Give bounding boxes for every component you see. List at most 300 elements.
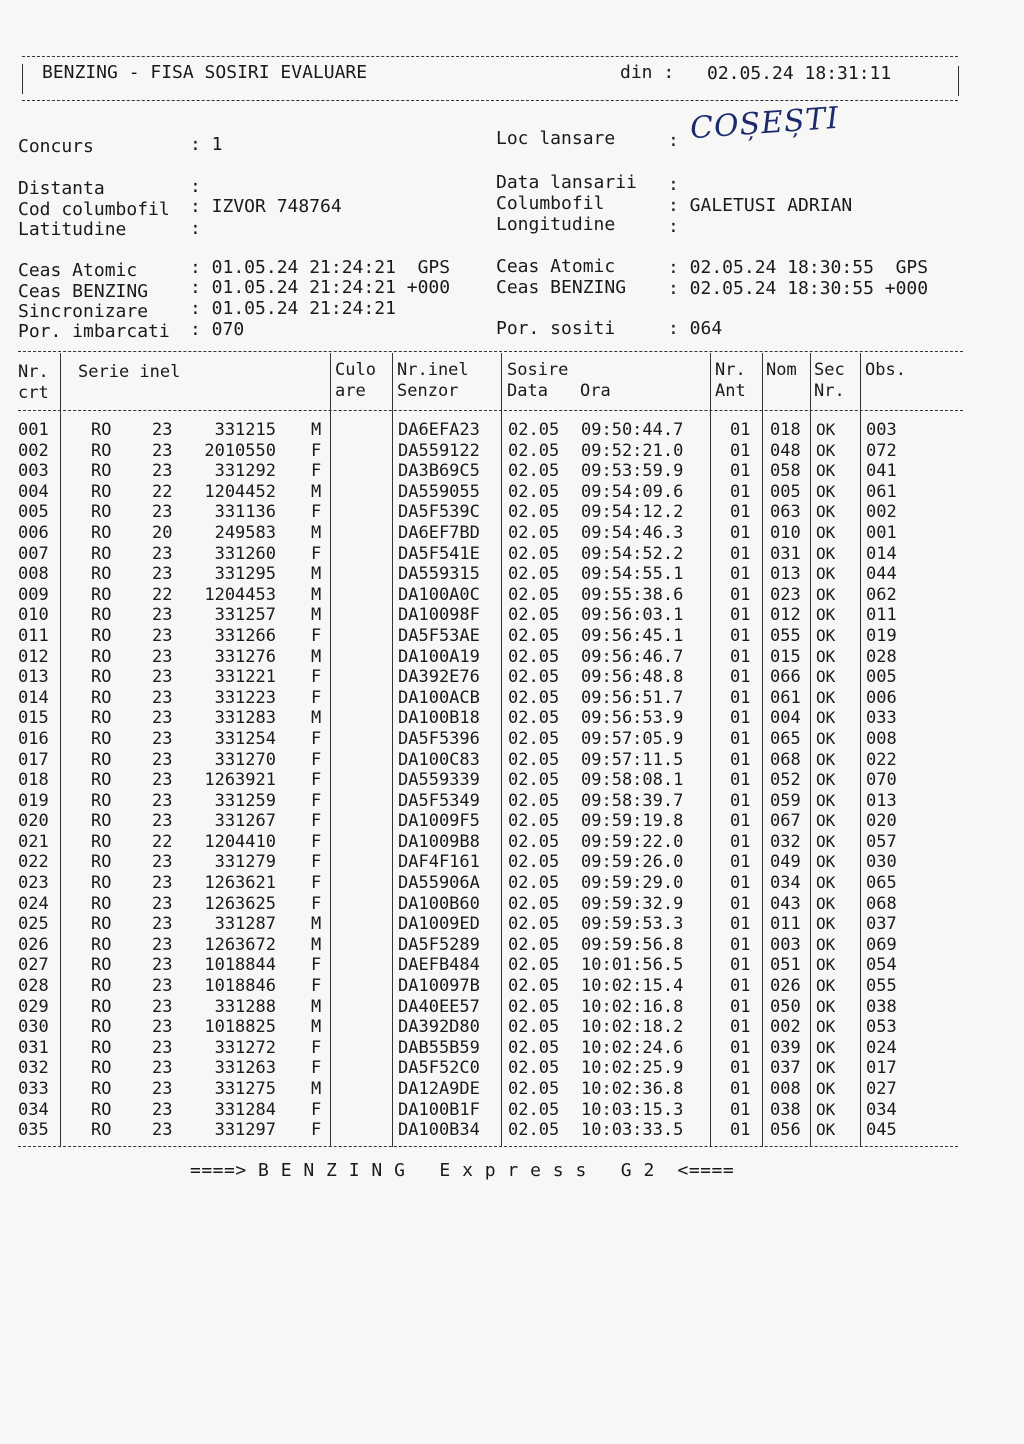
row-nr: 031 bbox=[18, 1037, 49, 1058]
row-year: 23 bbox=[152, 852, 173, 873]
row-nom: 012 bbox=[770, 605, 801, 626]
ceas-benzing-right-label: Ceas BENZING bbox=[496, 277, 627, 298]
row-sex: F bbox=[311, 811, 322, 832]
row-year: 23 bbox=[152, 914, 173, 935]
sincronizare-label: Sincronizare bbox=[18, 301, 149, 322]
row-sec: OK bbox=[816, 1058, 836, 1078]
row-time: 10:03:15.3 bbox=[581, 1099, 684, 1120]
row-date: 02.05 bbox=[508, 605, 560, 626]
row-country: RO bbox=[91, 502, 112, 523]
row-obs: 072 bbox=[866, 440, 897, 461]
row-sex: F bbox=[311, 625, 322, 646]
row-country: RO bbox=[91, 749, 112, 770]
row-obs: 024 bbox=[866, 1037, 897, 1058]
row-time: 10:02:18.2 bbox=[581, 1017, 684, 1038]
table-row bbox=[0, 523, 1024, 544]
row-nr: 027 bbox=[18, 955, 49, 976]
row-year: 23 bbox=[152, 646, 173, 667]
row-ring-number: 331221 bbox=[214, 667, 276, 688]
arrivals-table-body bbox=[0, 420, 1024, 1141]
row-sec: OK bbox=[816, 996, 836, 1016]
row-ring-number: 331276 bbox=[214, 646, 276, 667]
row-country: RO bbox=[91, 770, 112, 791]
latitudine-label: Latitudine bbox=[18, 219, 127, 240]
report-din-label: din : bbox=[620, 62, 675, 83]
row-time: 09:59:29.0 bbox=[581, 873, 684, 894]
row-ring-number: 331260 bbox=[214, 543, 276, 564]
row-time: 09:55:38.6 bbox=[581, 584, 684, 605]
table-row bbox=[0, 791, 1024, 812]
row-country: RO bbox=[91, 646, 112, 667]
row-sec: OK bbox=[816, 543, 836, 563]
th-crt: crt bbox=[18, 383, 49, 403]
row-sex: F bbox=[311, 502, 322, 523]
row-year: 23 bbox=[152, 873, 173, 894]
row-sec: OK bbox=[816, 564, 836, 584]
table-row bbox=[0, 420, 1024, 441]
row-date: 02.05 bbox=[508, 770, 560, 791]
row-country: RO bbox=[91, 1037, 112, 1058]
th-sec-nr: Nr. bbox=[814, 381, 845, 401]
row-ring-number: 1263621 bbox=[204, 873, 276, 894]
row-date: 02.05 bbox=[508, 955, 560, 976]
row-sec: OK bbox=[816, 646, 836, 666]
row-obs: 028 bbox=[866, 646, 897, 667]
row-time: 09:54:55.1 bbox=[581, 564, 684, 585]
row-time: 10:02:16.8 bbox=[581, 996, 684, 1017]
row-sec: OK bbox=[816, 831, 836, 851]
row-year: 23 bbox=[152, 667, 173, 688]
row-time: 09:54:46.3 bbox=[581, 522, 684, 543]
row-country: RO bbox=[91, 440, 112, 461]
row-sex: M bbox=[311, 708, 322, 729]
row-sensor: DA3B69C5 bbox=[398, 461, 480, 482]
row-year: 23 bbox=[152, 687, 173, 708]
ceas-benzing-label: Ceas BENZING bbox=[18, 281, 149, 302]
row-obs: 030 bbox=[866, 852, 897, 873]
row-nom: 010 bbox=[770, 522, 801, 543]
row-nr: 016 bbox=[18, 728, 49, 749]
row-sex: F bbox=[311, 893, 322, 914]
row-nom: 037 bbox=[770, 1058, 801, 1079]
table-row bbox=[0, 894, 1024, 915]
row-date: 02.05 bbox=[508, 1017, 560, 1038]
row-country: RO bbox=[91, 522, 112, 543]
row-sex: F bbox=[311, 440, 322, 461]
row-ring-number: 1204410 bbox=[204, 831, 276, 852]
cod-columbofil-value: : IZVOR 748764 bbox=[190, 196, 342, 217]
row-time: 09:57:11.5 bbox=[581, 749, 684, 770]
longitudine-label: Longitudine bbox=[496, 214, 616, 235]
ceas-atomic-label: Ceas Atomic bbox=[18, 260, 138, 281]
ceas-atomic-right-label: Ceas Atomic bbox=[496, 256, 616, 277]
row-ring-number: 331259 bbox=[214, 790, 276, 811]
columbofil-label: Columbofil bbox=[496, 193, 605, 214]
row-antenna: 01 bbox=[730, 996, 751, 1017]
row-ring-number: 331223 bbox=[214, 687, 276, 708]
row-country: RO bbox=[91, 728, 112, 749]
row-nr: 011 bbox=[18, 625, 49, 646]
row-country: RO bbox=[91, 1017, 112, 1038]
row-ring-number: 331287 bbox=[214, 914, 276, 935]
row-country: RO bbox=[91, 955, 112, 976]
row-year: 23 bbox=[152, 1079, 173, 1099]
row-sex: F bbox=[311, 728, 322, 749]
report-datetime: 02.05.24 18:31:11 bbox=[707, 63, 892, 84]
row-ring-number: 1263625 bbox=[204, 893, 276, 914]
row-sensor: DA100A19 bbox=[398, 646, 480, 667]
row-antenna: 01 bbox=[730, 770, 751, 791]
row-antenna: 01 bbox=[730, 1120, 751, 1141]
row-year: 22 bbox=[152, 831, 173, 852]
row-country: RO bbox=[91, 1058, 112, 1079]
row-country: RO bbox=[91, 1079, 112, 1099]
row-nom: 003 bbox=[770, 934, 801, 955]
row-nom: 061 bbox=[770, 687, 801, 708]
row-date: 02.05 bbox=[508, 831, 560, 852]
th-sosire: Sosire bbox=[507, 360, 569, 380]
row-time: 09:54:52.2 bbox=[581, 543, 684, 564]
row-year: 23 bbox=[152, 461, 173, 482]
row-nr: 009 bbox=[18, 584, 49, 605]
table-row bbox=[0, 647, 1024, 668]
row-ring-number: 331279 bbox=[214, 852, 276, 873]
row-time: 10:02:15.4 bbox=[581, 976, 684, 997]
row-sec: OK bbox=[816, 605, 836, 625]
row-nr: 035 bbox=[18, 1120, 49, 1141]
row-sensor: DA392E76 bbox=[398, 667, 480, 688]
row-nr: 019 bbox=[18, 790, 49, 811]
row-antenna: 01 bbox=[730, 564, 751, 585]
row-nom: 049 bbox=[770, 852, 801, 873]
row-sex: F bbox=[311, 790, 322, 811]
row-date: 02.05 bbox=[508, 1037, 560, 1058]
row-sec: OK bbox=[816, 955, 836, 975]
row-sensor: DA10097B bbox=[398, 976, 480, 997]
row-obs: 045 bbox=[866, 1120, 897, 1141]
row-date: 02.05 bbox=[508, 873, 560, 894]
row-nom: 023 bbox=[770, 584, 801, 605]
row-country: RO bbox=[91, 831, 112, 852]
row-year: 23 bbox=[152, 749, 173, 770]
row-year: 23 bbox=[152, 440, 173, 461]
table-row bbox=[0, 626, 1024, 647]
table-row bbox=[0, 976, 1024, 997]
row-ring-number: 1204452 bbox=[204, 481, 276, 502]
row-country: RO bbox=[91, 481, 112, 502]
row-nom: 032 bbox=[770, 831, 801, 852]
th-sosire-data: Data bbox=[507, 381, 548, 401]
row-antenna: 01 bbox=[730, 893, 751, 914]
row-nr: 022 bbox=[18, 852, 49, 873]
table-header-divider bbox=[18, 410, 963, 411]
row-sex: F bbox=[311, 687, 322, 708]
row-nom: 034 bbox=[770, 873, 801, 894]
row-obs: 008 bbox=[866, 728, 897, 749]
row-sex: M bbox=[311, 522, 322, 543]
row-time: 09:59:26.0 bbox=[581, 852, 684, 873]
row-sec: OK bbox=[816, 728, 836, 748]
row-ring-number: 331270 bbox=[214, 749, 276, 770]
row-nom: 013 bbox=[770, 564, 801, 585]
row-sec: OK bbox=[816, 790, 836, 810]
row-date: 02.05 bbox=[508, 996, 560, 1017]
row-nr: 020 bbox=[18, 811, 49, 832]
table-row bbox=[0, 708, 1024, 729]
th-nr-inel: Nr.inel bbox=[397, 360, 469, 380]
row-antenna: 01 bbox=[730, 461, 751, 482]
row-time: 09:59:56.8 bbox=[581, 934, 684, 955]
row-antenna: 01 bbox=[730, 420, 751, 440]
row-nom: 065 bbox=[770, 728, 801, 749]
sincronizare-value: : 01.05.24 21:24:21 bbox=[190, 298, 396, 319]
table-row bbox=[0, 935, 1024, 956]
row-date: 02.05 bbox=[508, 852, 560, 873]
row-sensor: DA100B34 bbox=[398, 1120, 480, 1141]
row-antenna: 01 bbox=[730, 1079, 751, 1099]
row-time: 09:53:59.9 bbox=[581, 461, 684, 482]
row-sec: OK bbox=[816, 749, 836, 769]
row-ring-number: 331295 bbox=[214, 564, 276, 585]
row-country: RO bbox=[91, 584, 112, 605]
row-date: 02.05 bbox=[508, 790, 560, 811]
row-ring-number: 1018825 bbox=[204, 1017, 276, 1038]
row-antenna: 01 bbox=[730, 687, 751, 708]
row-time: 09:54:12.2 bbox=[581, 502, 684, 523]
columbofil-value: : GALETUSI ADRIAN bbox=[668, 195, 853, 216]
row-sex: F bbox=[311, 667, 322, 688]
row-sec: OK bbox=[816, 440, 836, 460]
row-obs: 037 bbox=[866, 914, 897, 935]
row-nom: 051 bbox=[770, 955, 801, 976]
row-nom: 068 bbox=[770, 749, 801, 770]
row-nom: 031 bbox=[770, 543, 801, 564]
th-senzor: Senzor bbox=[397, 381, 459, 401]
row-date: 02.05 bbox=[508, 502, 560, 523]
row-country: RO bbox=[91, 893, 112, 914]
table-row bbox=[0, 1079, 1024, 1100]
row-sec: OK bbox=[816, 1120, 836, 1140]
table-row bbox=[0, 1100, 1024, 1121]
concurs-label: Concurs bbox=[18, 136, 94, 157]
row-nr: 014 bbox=[18, 687, 49, 708]
row-nr: 005 bbox=[18, 502, 49, 523]
row-time: 09:52:21.0 bbox=[581, 440, 684, 461]
th-nom: Nom bbox=[766, 360, 797, 380]
table-row bbox=[0, 1120, 1024, 1141]
row-year: 23 bbox=[152, 893, 173, 914]
row-antenna: 01 bbox=[730, 873, 751, 894]
row-sensor: DA100B18 bbox=[398, 708, 480, 729]
ceas-atomic-right-value: : 02.05.24 18:30:55 GPS bbox=[668, 257, 929, 278]
row-nom: 059 bbox=[770, 790, 801, 811]
row-country: RO bbox=[91, 461, 112, 482]
row-antenna: 01 bbox=[730, 831, 751, 852]
row-obs: 069 bbox=[866, 934, 897, 955]
row-country: RO bbox=[91, 687, 112, 708]
row-year: 23 bbox=[152, 564, 173, 585]
row-antenna: 01 bbox=[730, 749, 751, 770]
row-obs: 055 bbox=[866, 976, 897, 997]
row-sensor: DA5F541E bbox=[398, 543, 480, 564]
table-row bbox=[0, 461, 1024, 482]
row-obs: 041 bbox=[866, 461, 897, 482]
row-antenna: 01 bbox=[730, 481, 751, 502]
concurs-value: : 1 bbox=[190, 134, 223, 155]
row-nr: 025 bbox=[18, 914, 49, 935]
row-nr: 007 bbox=[18, 543, 49, 564]
row-obs: 068 bbox=[866, 893, 897, 914]
row-antenna: 01 bbox=[730, 543, 751, 564]
row-obs: 014 bbox=[866, 543, 897, 564]
handwritten-location: COȘEȘTI bbox=[688, 100, 841, 147]
row-date: 02.05 bbox=[508, 461, 560, 482]
row-year: 23 bbox=[152, 625, 173, 646]
row-country: RO bbox=[91, 790, 112, 811]
row-sec: OK bbox=[816, 893, 836, 913]
row-obs: 017 bbox=[866, 1058, 897, 1079]
row-nom: 038 bbox=[770, 1099, 801, 1120]
row-ring-number: 331136 bbox=[214, 502, 276, 523]
table-row bbox=[0, 605, 1024, 626]
row-time: 09:56:48.8 bbox=[581, 667, 684, 688]
row-sec: OK bbox=[816, 770, 836, 790]
table-row bbox=[0, 914, 1024, 935]
row-nom: 067 bbox=[770, 811, 801, 832]
row-sensor: DA559055 bbox=[398, 481, 480, 502]
header-left-border bbox=[22, 64, 23, 94]
row-sex: M bbox=[311, 420, 322, 440]
row-nr: 021 bbox=[18, 831, 49, 852]
row-sensor: DA559339 bbox=[398, 770, 480, 791]
row-ring-number: 331272 bbox=[214, 1037, 276, 1058]
table-row bbox=[0, 811, 1024, 832]
row-sex: M bbox=[311, 646, 322, 667]
row-ring-number: 1263672 bbox=[204, 934, 276, 955]
row-country: RO bbox=[91, 1099, 112, 1120]
row-sex: F bbox=[311, 1058, 322, 1079]
row-sec: OK bbox=[816, 708, 836, 728]
row-sex: M bbox=[311, 481, 322, 502]
por-sositi-value: : 064 bbox=[668, 318, 723, 339]
row-nr: 001 bbox=[18, 420, 49, 440]
row-sex: F bbox=[311, 461, 322, 482]
row-sex: F bbox=[311, 543, 322, 564]
row-nr: 024 bbox=[18, 893, 49, 914]
row-sensor: DA6EF7BD bbox=[398, 522, 480, 543]
row-year: 23 bbox=[152, 811, 173, 832]
por-imbarcati-label: Por. imbarcati bbox=[18, 321, 170, 342]
row-date: 02.05 bbox=[508, 522, 560, 543]
row-nr: 006 bbox=[18, 522, 49, 543]
row-ring-number: 331215 bbox=[214, 420, 276, 440]
row-antenna: 01 bbox=[730, 1099, 751, 1120]
row-date: 02.05 bbox=[508, 687, 560, 708]
row-date: 02.05 bbox=[508, 564, 560, 585]
row-obs: 002 bbox=[866, 502, 897, 523]
row-sensor: DA10098F bbox=[398, 605, 480, 626]
row-sec: OK bbox=[816, 461, 836, 481]
row-sex: F bbox=[311, 852, 322, 873]
row-sec: OK bbox=[816, 481, 836, 501]
row-date: 02.05 bbox=[508, 1099, 560, 1120]
por-imbarcati-value: : 070 bbox=[190, 319, 245, 340]
row-ring-number: 1018846 bbox=[204, 976, 276, 997]
row-antenna: 01 bbox=[730, 914, 751, 935]
row-nom: 058 bbox=[770, 461, 801, 482]
row-time: 10:02:25.9 bbox=[581, 1058, 684, 1079]
row-nom: 043 bbox=[770, 893, 801, 914]
row-obs: 057 bbox=[866, 831, 897, 852]
longitudine-value: : bbox=[668, 216, 679, 237]
row-nom: 039 bbox=[770, 1037, 801, 1058]
row-antenna: 01 bbox=[730, 1017, 751, 1038]
row-antenna: 01 bbox=[730, 728, 751, 749]
row-sec: OK bbox=[816, 420, 836, 439]
row-country: RO bbox=[91, 811, 112, 832]
row-time: 10:02:24.6 bbox=[581, 1037, 684, 1058]
loc-lansare-label: Loc lansare bbox=[496, 128, 616, 149]
row-sec: OK bbox=[816, 873, 836, 893]
row-sex: F bbox=[311, 749, 322, 770]
row-sec: OK bbox=[816, 584, 836, 604]
row-nr: 034 bbox=[18, 1099, 49, 1120]
row-nr: 013 bbox=[18, 667, 49, 688]
th-sosire-ora: Ora bbox=[580, 381, 611, 401]
table-row bbox=[0, 482, 1024, 503]
row-sensor: DAB55B59 bbox=[398, 1037, 480, 1058]
header-right-border bbox=[958, 66, 959, 96]
row-country: RO bbox=[91, 873, 112, 894]
row-nom: 052 bbox=[770, 770, 801, 791]
header-top-border bbox=[22, 56, 958, 57]
th-culo: Culo bbox=[335, 360, 376, 380]
row-obs: 027 bbox=[866, 1079, 897, 1099]
row-date: 02.05 bbox=[508, 1120, 560, 1141]
row-sensor: DA5F52C0 bbox=[398, 1058, 480, 1079]
row-obs: 005 bbox=[866, 667, 897, 688]
row-sensor: DA100B1F bbox=[398, 1099, 480, 1120]
row-ring-number: 2010550 bbox=[204, 440, 276, 461]
row-nom: 018 bbox=[770, 420, 801, 440]
th-obs: Obs. bbox=[865, 360, 906, 380]
row-year: 23 bbox=[152, 1099, 173, 1120]
row-antenna: 01 bbox=[730, 625, 751, 646]
table-row bbox=[0, 997, 1024, 1018]
row-country: RO bbox=[91, 852, 112, 873]
distanta-label: Distanta bbox=[18, 178, 105, 199]
row-sex: M bbox=[311, 1079, 322, 1099]
row-antenna: 01 bbox=[730, 852, 751, 873]
row-antenna: 01 bbox=[730, 502, 751, 523]
row-ring-number: 249583 bbox=[214, 522, 276, 543]
row-sensor: DA6EFA23 bbox=[398, 420, 480, 440]
row-ring-number: 1263921 bbox=[204, 770, 276, 791]
row-nom: 011 bbox=[770, 914, 801, 935]
row-antenna: 01 bbox=[730, 1037, 751, 1058]
row-obs: 003 bbox=[866, 420, 897, 440]
row-antenna: 01 bbox=[730, 605, 751, 626]
row-year: 23 bbox=[152, 728, 173, 749]
row-date: 02.05 bbox=[508, 914, 560, 935]
row-ring-number: 331257 bbox=[214, 605, 276, 626]
row-obs: 033 bbox=[866, 708, 897, 729]
row-sec: OK bbox=[816, 811, 836, 831]
row-time: 09:57:05.9 bbox=[581, 728, 684, 749]
row-country: RO bbox=[91, 934, 112, 955]
row-sensor: DA12A9DE bbox=[398, 1079, 480, 1099]
row-nr: 030 bbox=[18, 1017, 49, 1038]
